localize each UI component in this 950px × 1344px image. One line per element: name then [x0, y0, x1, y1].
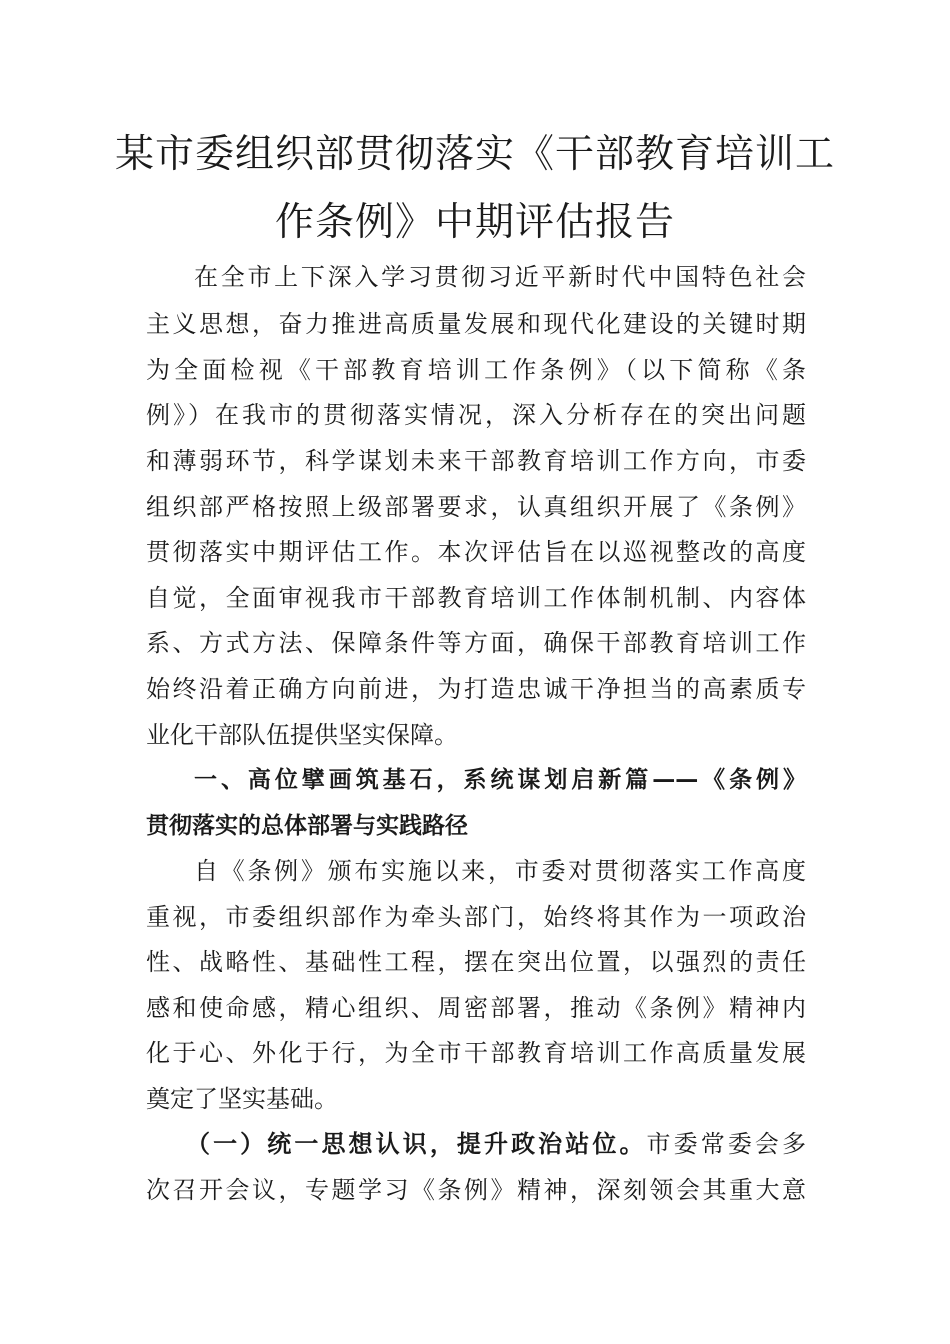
intro-paragraph-line: 和薄弱环节，科学谋划未来干部教育培训工作方向，市委 — [146, 447, 806, 475]
section-1-paragraph-line: 化于心、外化于行，为全市干部教育培训工作高质量发展 — [146, 1039, 806, 1067]
intro-paragraph-line: 主义思想，奋力推进高质量发展和现代化建设的关键时期 — [146, 310, 806, 338]
document-title-line-1: 某市委组织部贯彻落实《干部教育培训工 — [114, 132, 835, 177]
section-1-paragraph-line: 感和使命感，精心组织、周密部署，推动《条例》精神内 — [146, 994, 806, 1022]
intro-paragraph-line: 组织部严格按照上级部署要求，认真组织开展了《条例》 — [146, 493, 806, 521]
intro-paragraph-line: 例》）在我市的贯彻落实情况，深入分析存在的突出问题 — [146, 401, 806, 429]
intro-paragraph-line: 自觉，全面审视我市干部教育培训工作体制机制、内容体 — [146, 584, 806, 612]
section-1-paragraph-line: 性、战略性、基础性工程，摆在突出位置，以强烈的责任 — [146, 948, 806, 976]
subsection-1-first-line — [186, 1129, 806, 1159]
intro-paragraph-line: 贯彻落实中期评估工作。本次评估旨在以巡视整改的高度 — [146, 538, 806, 566]
intro-paragraph-line: 业化干部队伍提供坚实保障。 — [146, 721, 458, 749]
section-1-heading-line-2: 贯彻落实的总体部署与实践路径 — [146, 813, 468, 839]
intro-paragraph-line: 系、方式方法、保障条件等方面，确保干部教育培训工作 — [146, 629, 806, 657]
section-1-paragraph-line: 自《条例》颁布实施以来，市委对贯彻落实工作高度 — [194, 857, 806, 885]
section-1-paragraph-line: 奠定了坚实基础。 — [146, 1085, 338, 1113]
subsection-1-text: 市委常委会多 — [646, 1130, 807, 1158]
intro-paragraph-line: 始终沿着正确方向前进，为打造忠诚干净担当的高素质专 — [146, 675, 806, 703]
subsection-1-paragraph-line: 次召开会议，专题学习《条例》精神，深刻领会其重大意 — [146, 1176, 806, 1204]
section-1-heading-line-1: 一、高位擘画筑基石，系统谋划启新篇——《条例》 — [194, 767, 806, 793]
intro-paragraph-line: 为全面检视《干部教育培训工作条例》（以下简称《条 — [146, 356, 806, 384]
section-1-paragraph-line: 重视，市委组织部作为牵头部门，始终将其作为一项政治 — [146, 903, 806, 931]
subsection-1-heading: （一）统一思想认识，提升政治站位。 — [186, 1129, 647, 1158]
intro-paragraph-line: 在全市上下深入学习贯彻习近平新时代中国特色社会 — [194, 263, 806, 291]
document-title-line-2: 作条例》中期评估报告 — [274, 200, 675, 245]
